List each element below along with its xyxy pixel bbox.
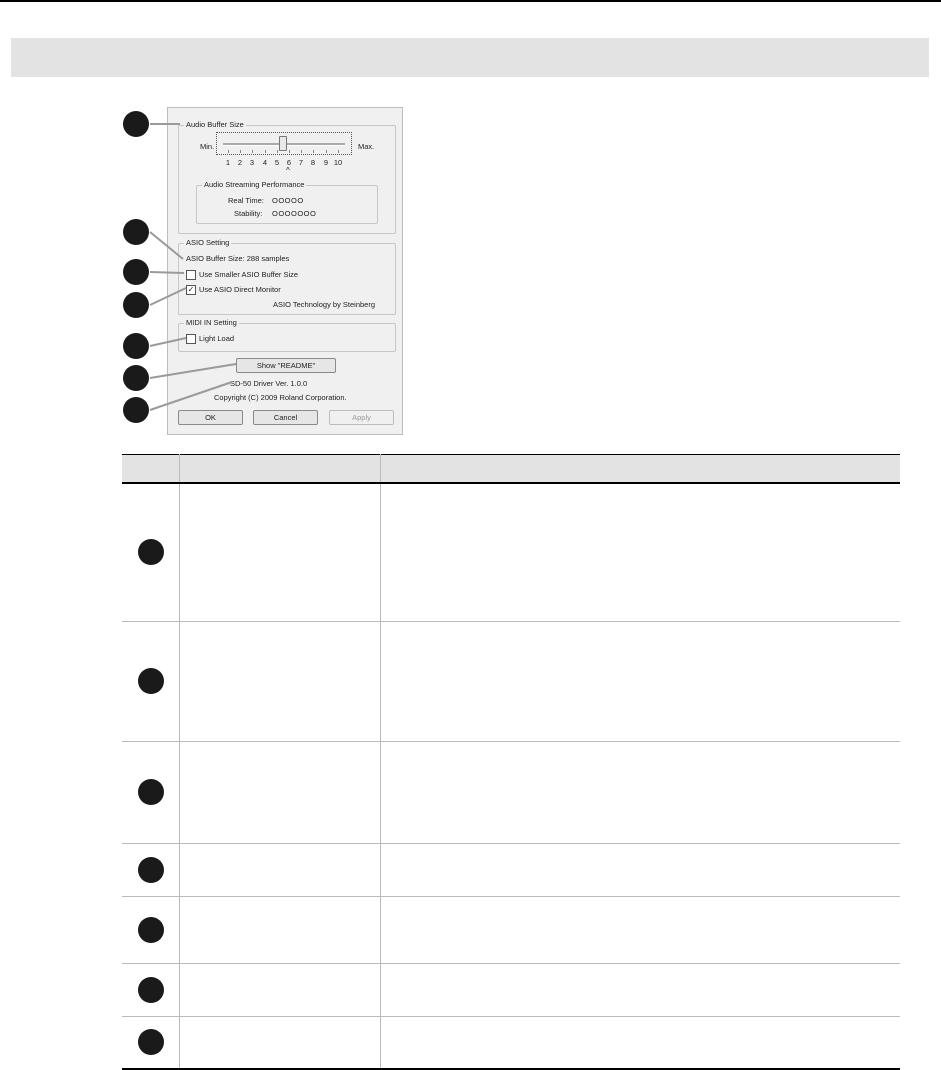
row-number-2 — [138, 668, 164, 694]
leader-line-4 — [150, 288, 186, 305]
cancel-button[interactable]: Cancel — [253, 410, 318, 425]
row-number-7 — [138, 1029, 164, 1055]
use-smaller-buffer-label[interactable]: Use Smaller ASIO Buffer Size — [199, 270, 299, 279]
slider-tick-label: 5 — [274, 158, 280, 167]
table-row — [122, 963, 900, 1016]
callout-5 — [123, 333, 149, 359]
realtime-label: Real Time: — [228, 196, 264, 205]
callout-6 — [123, 365, 149, 391]
show-readme-button[interactable]: Show "README" — [236, 358, 336, 373]
slider-tick-label: 7 — [298, 158, 304, 167]
driver-version: SD-50 Driver Ver. 1.0.0 — [230, 379, 308, 388]
callout-1 — [123, 111, 149, 137]
stability-value: OOOOOOO — [272, 209, 317, 218]
callout-4 — [123, 292, 149, 318]
table-row — [122, 483, 900, 621]
slider-tick-label: 1 — [225, 158, 231, 167]
slider-max-label: Max. — [358, 142, 375, 151]
slider-tick-label: 10 — [333, 158, 343, 167]
callout-3 — [123, 259, 149, 285]
slider-tick-label: 3 — [249, 158, 255, 167]
direct-monitor-checkbox[interactable]: ✓ — [187, 285, 195, 294]
table-row — [122, 843, 900, 896]
table-row — [122, 1016, 900, 1069]
slider-tick-label: 9 — [323, 158, 329, 167]
copyright-text: Copyright (C) 2009 Roland Corporation. — [214, 393, 347, 402]
slider-selected-marker: ^ — [286, 166, 290, 175]
audio-buffer-title: Audio Buffer Size — [186, 120, 244, 129]
table-row — [122, 896, 900, 963]
row-number-5 — [138, 917, 164, 943]
realtime-value: OOOOO — [272, 196, 304, 205]
midi-title: MIDI IN Setting — [186, 318, 237, 327]
table-header-row — [122, 455, 900, 484]
leader-line-2 — [150, 232, 183, 259]
table-row — [122, 741, 900, 843]
row-number-1 — [138, 539, 164, 565]
callout-2 — [123, 219, 149, 245]
light-load-label[interactable]: Light Load — [199, 334, 235, 343]
callout-7 — [123, 397, 149, 423]
table-header-description — [381, 455, 901, 484]
apply-button[interactable]: Apply — [329, 410, 394, 425]
table-header-item — [180, 455, 381, 484]
settings-description-table — [122, 454, 900, 1070]
leader-line-6 — [150, 364, 236, 378]
row-number-3 — [138, 779, 164, 805]
asio-title: ASIO Setting — [186, 238, 230, 247]
asio-buffer-size-text: ASIO Buffer Size: 288 samples — [186, 254, 290, 263]
stability-label: Stability: — [234, 209, 263, 218]
leader-line-3 — [150, 272, 184, 273]
row-number-4 — [138, 857, 164, 883]
slider-tick-label: 4 — [262, 158, 268, 167]
row-number-6 — [138, 977, 164, 1003]
leader-line-5 — [150, 338, 186, 346]
slider-tick-label: 2 — [237, 158, 243, 167]
asio-credit: ASIO Technology by Steinberg — [273, 300, 376, 309]
slider-tick-label: 8 — [310, 158, 316, 167]
ok-button[interactable]: OK — [178, 410, 243, 425]
streaming-title: Audio Streaming Performance — [204, 180, 305, 189]
table-row — [122, 621, 900, 741]
direct-monitor-label[interactable]: Use ASIO Direct Monitor — [199, 285, 281, 294]
leader-line-7 — [150, 382, 232, 410]
table-header-number — [122, 455, 180, 484]
slider-tick-label: 6 — [286, 158, 292, 167]
slider-min-label: Min. — [200, 142, 215, 151]
